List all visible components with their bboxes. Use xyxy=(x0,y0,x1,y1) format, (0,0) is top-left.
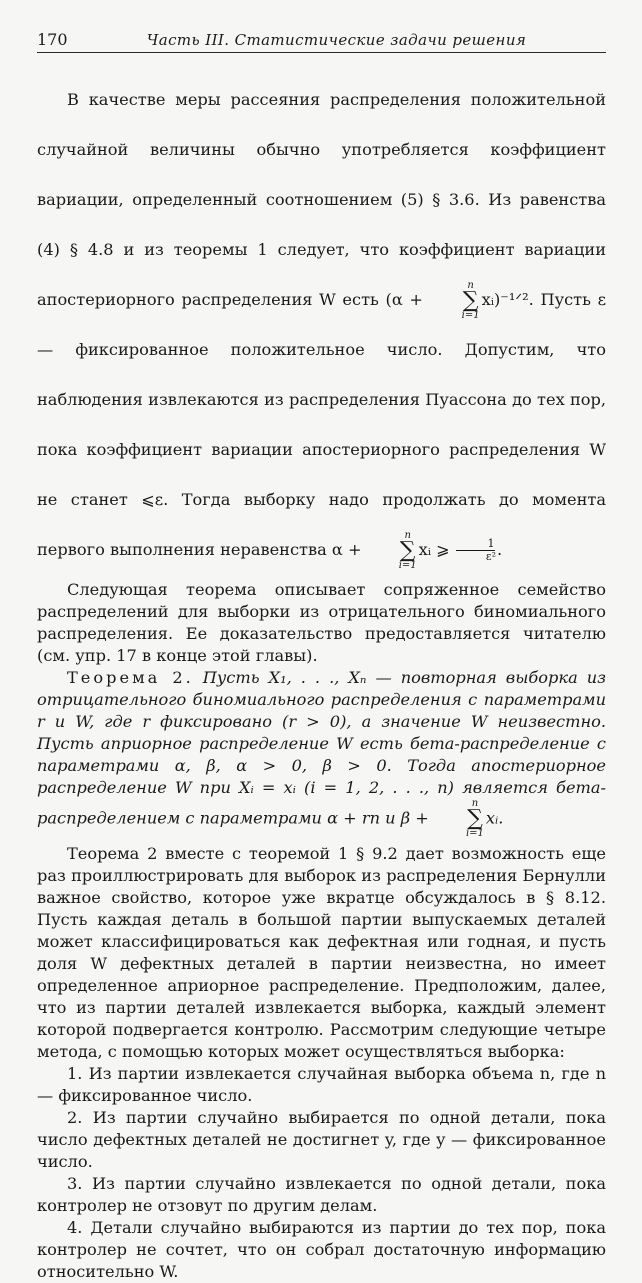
running-head xyxy=(37,30,606,53)
chapter-title: Часть III. Статистические задачи решения xyxy=(146,31,527,49)
sum-lower-limit: i=1 xyxy=(461,309,480,321)
formula-part: (α + xyxy=(385,290,430,309)
formula-part: . xyxy=(497,540,503,559)
theorem-text: Пусть X₁, . . ., Xₙ — повторная выборка из отрицательного биномиального распределения с параметрами r и W, где r фиксировано (r > 0), а значение W неизвестно. Пусть априорное распределение W есть бета-распределение с параметрами α, β, α > 0, β > 0. Тогда апостериорное распределение W при Xᵢ = xᵢ (i = 1, 2, . . ., n) является бета-распределением с параметрами α + rn и β + xyxy=(37,668,606,828)
page-number: 170 xyxy=(37,30,68,49)
theorem-2 xyxy=(37,667,606,839)
fraction-numerator: 1 xyxy=(456,538,495,551)
fraction xyxy=(456,538,496,562)
formula-part: α + xyxy=(331,540,367,559)
theorem-tail: xᵢ. xyxy=(485,808,504,828)
sum-operator xyxy=(436,799,484,839)
formula-variation-coefficient xyxy=(385,279,534,321)
list-item: 3. Из партии случайно извлекается по одной детали, пока контролер не отзовут по другим делам. xyxy=(37,1174,606,1215)
list-item: 1. Из партии извлекается случайная выборка объема n, где n — фиксированное число. xyxy=(37,1064,606,1105)
theorem-heading: Теорема 2. xyxy=(67,668,194,687)
paragraph-text: В качестве меры рассеяния распределения положительной случайной величины обычно употребляется коэффициент вариации, определенный соотношением (5) § 3.6. Из равенства (4) § 4.8 и из теоремы 1 следует, что коэффициент вариации апостериорного распределения W есть xyxy=(37,90,606,309)
body-text xyxy=(37,75,606,1283)
paragraph-coefficient-variation xyxy=(37,75,606,575)
paragraph-bernoulli-sampling: Теорема 2 вместе с теоремой 1 § 9.2 дает возможность еще раз проиллюстрировать для выборок из распределения Бернулли важное свойство, которое уже вкратце обсуждалось в § 8.12. Пусть каждая деталь в большой партии выпускаемых деталей может классифицироваться как дефектная или годная, и пусть доля W дефектных деталей в партии неизвестна, но имеет определенное априорное распределение. Предположим, далее, что из партии деталей извлекается выборка, каждый элемент которой подвергается контролю. Рассмотрим следующие четыре метода, с помощью которых может осуществляться выборка: xyxy=(37,844,606,1061)
sum-sign: ∑ xyxy=(467,806,483,831)
paragraph-text: Пусть ε — фиксированное положительное число. Допустим, что наблюдения извлекаются из распределения Пуассона до тех пор, пока коэффициент вариации апостериорного распределения W не станет ⩽ε. Тогда выборку надо продолжать до момента первого выполнения неравенства xyxy=(37,290,606,559)
sum-upper-limit: n xyxy=(404,529,411,541)
list-item: 4. Детали случайно выбираются из партии до тех пор, пока контролер не сочтет, что он собрал достаточную информацию относительно W. xyxy=(37,1218,606,1281)
fraction-denominator: ε² xyxy=(485,550,496,563)
formula-part: xᵢ ⩾ xyxy=(418,540,455,559)
sum-upper-limit: n xyxy=(467,279,474,291)
sum-lower-limit: i=1 xyxy=(398,559,417,571)
sum-lower-limit: i=1 xyxy=(465,828,484,839)
sum-sign: ∑ xyxy=(399,537,416,563)
sum-upper-limit: n xyxy=(471,798,479,809)
paragraph-conjugate-family: Следующая теорема описывает сопряженное семейство распределений для выборки из отрицательного биномиального распределения. Ее доказательство предоставляется читателю (см. упр. 17 в конце этой главы). xyxy=(37,580,606,665)
sum-operator xyxy=(369,531,417,571)
sum-sign: ∑ xyxy=(462,287,479,313)
list-item: 2. Из партии случайно выбирается по одной детали, пока число дефектных деталей не достигнет y, где y — фиксированное число. xyxy=(37,1108,606,1171)
sum-operator xyxy=(432,281,480,321)
formula-part: xᵢ)⁻¹ᐟ². xyxy=(481,290,534,309)
formula-stopping-rule xyxy=(331,529,503,571)
